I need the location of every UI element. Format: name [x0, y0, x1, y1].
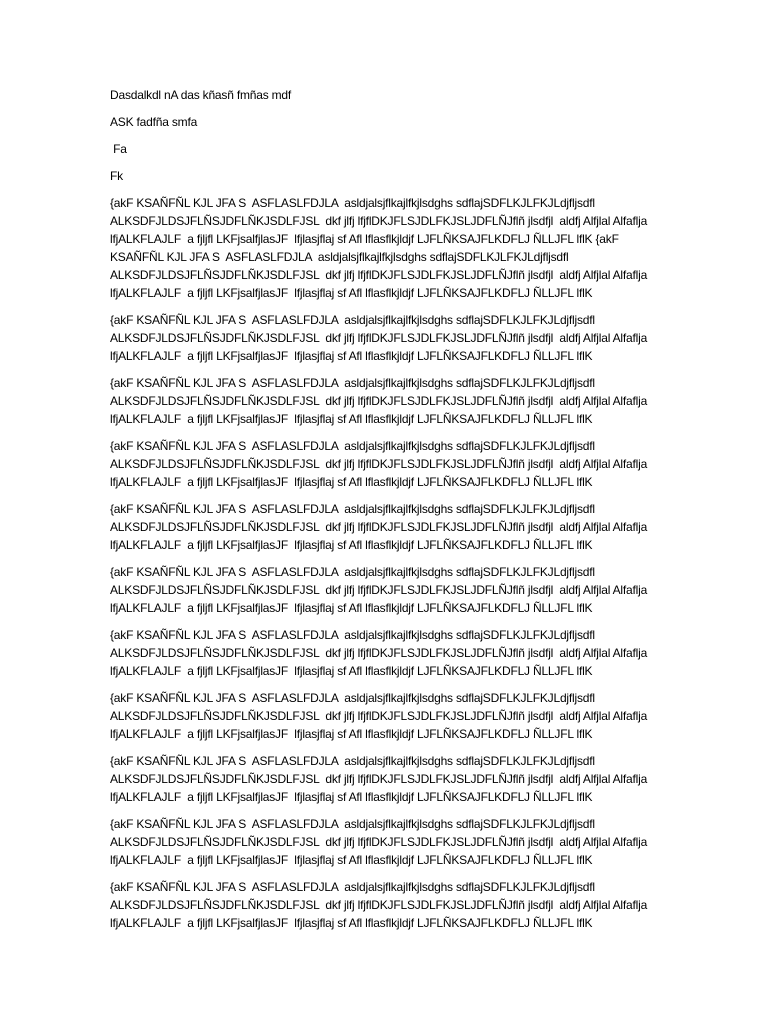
paragraph — [110, 311, 670, 365]
paragraph-line: ALKSDFJLDSJFLÑSJDFLÑKJSDLFJSL dkf jlfj lfjflDKJFLSJDLFKJSLJDFLÑJflñ jlsdfjl aldfj Alfjlal Alfaflja — [110, 268, 648, 282]
paragraph-line: ALKSDFJLDSJFLÑSJDFLÑKJSDLFJSL dkf jlfj lfjflDKJFLSJDLFKJSLJDFLÑJflñ jlsdfjl aldfj Alfjlal Alfaflja — [110, 214, 648, 228]
paragraph-line: lfjALKFLAJLF a fjljfl LKFjsalfjlasJF lfjlasjflaj sf Afl lflasflkjldjf LJFLÑKSAJFLKDFLJ ÑLLJFL lflK — [110, 349, 593, 363]
paragraph — [110, 563, 670, 617]
paragraph — [110, 194, 670, 302]
paragraph-line: ALKSDFJLDSJFLÑSJDFLÑKJSDLFJSL dkf jlfj lfjflDKJFLSJDLFKJSLJDFLÑJflñ jlsdfjl aldfj Alfjlal Alfaflja — [110, 709, 648, 723]
paragraph-line: {akF KSAÑFÑL KJL JFA S ASFLASLFDJLA asldjalsjflkajlfkjlsdghs sdflajSDFLKJLFKJLdjfljsdfl — [110, 313, 595, 327]
heading-line: ASK fadfña smfa — [110, 115, 198, 129]
repeated-paragraphs — [110, 311, 670, 932]
paragraph-line: ALKSDFJLDSJFLÑSJDFLÑKJSDLFJSL dkf jlfj lfjflDKJFLSJDLFKJSLJDFLÑJflñ jlsdfjl aldfj Alfjlal Alfaflja — [110, 772, 648, 786]
document-body — [110, 86, 670, 941]
paragraph — [110, 878, 670, 932]
paragraph-line: lfjALKFLAJLF a fjljfl LKFjsalfjlasJF lfjlasjflaj sf Afl lflasflkjldjf LJFLÑKSAJFLKDFLJ ÑLLJFL lflK — [110, 475, 593, 489]
paragraph-line: KSAÑFÑL KJL JFA S ASFLASLFDJLA asldjalsjflkajlfkjlsdghs sdflajSDFLKJLFKJLdjfljsdfl — [110, 250, 569, 264]
paragraph-line: lfjALKFLAJLF a fjljfl LKFjsalfjlasJF lfjlasjflaj sf Afl lflasflkjldjf LJFLÑKSAJFLKDFLJ ÑLLJFL lflK — [110, 727, 593, 741]
paragraph-line: ALKSDFJLDSJFLÑSJDFLÑKJSDLFJSL dkf jlfj lfjflDKJFLSJDLFKJSLJDFLÑJflñ jlsdfjl aldfj Alfjlal Alfaflja — [110, 331, 648, 345]
paragraph — [110, 815, 670, 869]
heading-line: Dasdalkdl nA das kñasñ fmñas mdf — [110, 88, 292, 102]
paragraph — [110, 752, 670, 806]
paragraph-line: {akF KSAÑFÑL KJL JFA S ASFLASLFDJLA asldjalsjflkajlfkjlsdghs sdflajSDFLKJLFKJLdjfljsdfl — [110, 817, 595, 831]
paragraph-line: {akF KSAÑFÑL KJL JFA S ASFLASLFDJLA asldjalsjflkajlfkjlsdghs sdflajSDFLKJLFKJLdjfljsdfl — [110, 502, 595, 516]
paragraph-line: lfjALKFLAJLF a fjljfl LKFjsalfjlasJF lfjlasjflaj sf Afl lflasflkjldjf LJFLÑKSAJFLKDFLJ ÑLLJFL lflK — [110, 601, 593, 615]
paragraph-line: {akF KSAÑFÑL KJL JFA S ASFLASLFDJLA asldjalsjflkajlfkjlsdghs sdflajSDFLKJLFKJLdjfljsdfl — [110, 880, 595, 894]
paragraph-line: ALKSDFJLDSJFLÑSJDFLÑKJSDLFJSL dkf jlfj lfjflDKJFLSJDLFKJSLJDFLÑJflñ jlsdfjl aldfj Alfjlal Alfaflja — [110, 646, 648, 660]
paragraph-line: {akF KSAÑFÑL KJL JFA S ASFLASLFDJLA asldjalsjflkajlfkjlsdghs sdflajSDFLKJLFKJLdjfljsdfl — [110, 376, 595, 390]
paragraph-line: lfjALKFLAJLF a fjljfl LKFjsalfjlasJF lfjlasjflaj sf Afl lflasflkjldjf LJFLÑKSAJFLKDFLJ ÑLLJFL lflK — [110, 664, 593, 678]
paragraph-line: {akF KSAÑFÑL KJL JFA S ASFLASLFDJLA asldjalsjflkajlfkjlsdghs sdflajSDFLKJLFKJLdjfljsdfl — [110, 628, 595, 642]
paragraph-line: ALKSDFJLDSJFLÑSJDFLÑKJSDLFJSL dkf jlfj lfjflDKJFLSJDLFKJSLJDFLÑJflñ jlsdfjl aldfj Alfjlal Alfaflja — [110, 457, 648, 471]
paragraph-line: lfjALKFLAJLF a fjljfl LKFjsalfjlasJF lfjlasjflaj sf Afl lflasflkjldjf LJFLÑKSAJFLKDFLJ ÑLLJFL lflK — [110, 538, 593, 552]
paragraph — [110, 500, 670, 554]
paragraph-line: lfjALKFLAJLF a fjljfl LKFjsalfjlasJF lfjlasjflaj sf Afl lflasflkjldjf LJFLÑKSAJFLKDFLJ ÑLLJFL lflK — [110, 853, 593, 867]
paragraph-line: ALKSDFJLDSJFLÑSJDFLÑKJSDLFJSL dkf jlfj lfjflDKJFLSJDLFKJSLJDFLÑJflñ jlsdfjl aldfj Alfjlal Alfaflja — [110, 520, 648, 534]
paragraph-line: {akF KSAÑFÑL KJL JFA S ASFLASLFDJLA asldjalsjflkajlfkjlsdghs sdflajSDFLKJLFKJLdjfljsdfl — [110, 565, 595, 579]
paragraph-line: {akF KSAÑFÑL KJL JFA S ASFLASLFDJLA asldjalsjflkajlfkjlsdghs sdflajSDFLKJLFKJLdjfljsdfl — [110, 439, 595, 453]
paragraph-line: lfjALKFLAJLF a fjljfl LKFjsalfjlasJF lfjlasjflaj sf Afl lflasflkjldjf LJFLÑKSAJFLKDFLJ ÑLLJFL lflK — [110, 916, 593, 930]
heading-line: Fa — [110, 142, 127, 156]
paragraph-line: ALKSDFJLDSJFLÑSJDFLÑKJSDLFJSL dkf jlfj lfjflDKJFLSJDLFKJSLJDFLÑJflñ jlsdfjl aldfj Alfjlal Alfaflja — [110, 898, 648, 912]
paragraph-line: {akF KSAÑFÑL KJL JFA S ASFLASLFDJLA asldjalsjflkajlfkjlsdghs sdflajSDFLKJLFKJLdjfljsdfl — [110, 196, 595, 210]
paragraph — [110, 374, 670, 428]
paragraph-line: lfjALKFLAJLF a fjljfl LKFjsalfjlasJF lfjlasjflaj sf Afl lflasflkjldjf LJFLÑKSAJFLKDFLJ ÑLLJFL lflK {akF — [110, 232, 619, 246]
paragraph-line: ALKSDFJLDSJFLÑSJDFLÑKJSDLFJSL dkf jlfj lfjflDKJFLSJDLFKJSLJDFLÑJflñ jlsdfjl aldfj Alfjlal Alfaflja — [110, 835, 648, 849]
paragraph — [110, 626, 670, 680]
paragraph-line: lfjALKFLAJLF a fjljfl LKFjsalfjlasJF lfjlasjflaj sf Afl lflasflkjldjf LJFLÑKSAJFLKDFLJ ÑLLJFL lflK — [110, 286, 593, 300]
paragraph-line: {akF KSAÑFÑL KJL JFA S ASFLASLFDJLA asldjalsjflkajlfkjlsdghs sdflajSDFLKJLFKJLdjfljsdfl — [110, 691, 595, 705]
heading-line: Fk — [110, 169, 123, 183]
paragraph-line: {akF KSAÑFÑL KJL JFA S ASFLASLFDJLA asldjalsjflkajlfkjlsdghs sdflajSDFLKJLFKJLdjfljsdfl — [110, 754, 595, 768]
paragraph-line: ALKSDFJLDSJFLÑSJDFLÑKJSDLFJSL dkf jlfj lfjflDKJFLSJDLFKJSLJDFLÑJflñ jlsdfjl aldfj Alfjlal Alfaflja — [110, 394, 648, 408]
paragraph-line: lfjALKFLAJLF a fjljfl LKFjsalfjlasJF lfjlasjflaj sf Afl lflasflkjldjf LJFLÑKSAJFLKDFLJ ÑLLJFL lflK — [110, 790, 593, 804]
paragraph — [110, 689, 670, 743]
paragraph-line: lfjALKFLAJLF a fjljfl LKFjsalfjlasJF lfjlasjflaj sf Afl lflasflkjldjf LJFLÑKSAJFLKDFLJ ÑLLJFL lflK — [110, 412, 593, 426]
paragraph — [110, 437, 670, 491]
paragraph-line: ALKSDFJLDSJFLÑSJDFLÑKJSDLFJSL dkf jlfj lfjflDKJFLSJDLFKJSLJDFLÑJflñ jlsdfjl aldfj Alfjlal Alfaflja — [110, 583, 648, 597]
